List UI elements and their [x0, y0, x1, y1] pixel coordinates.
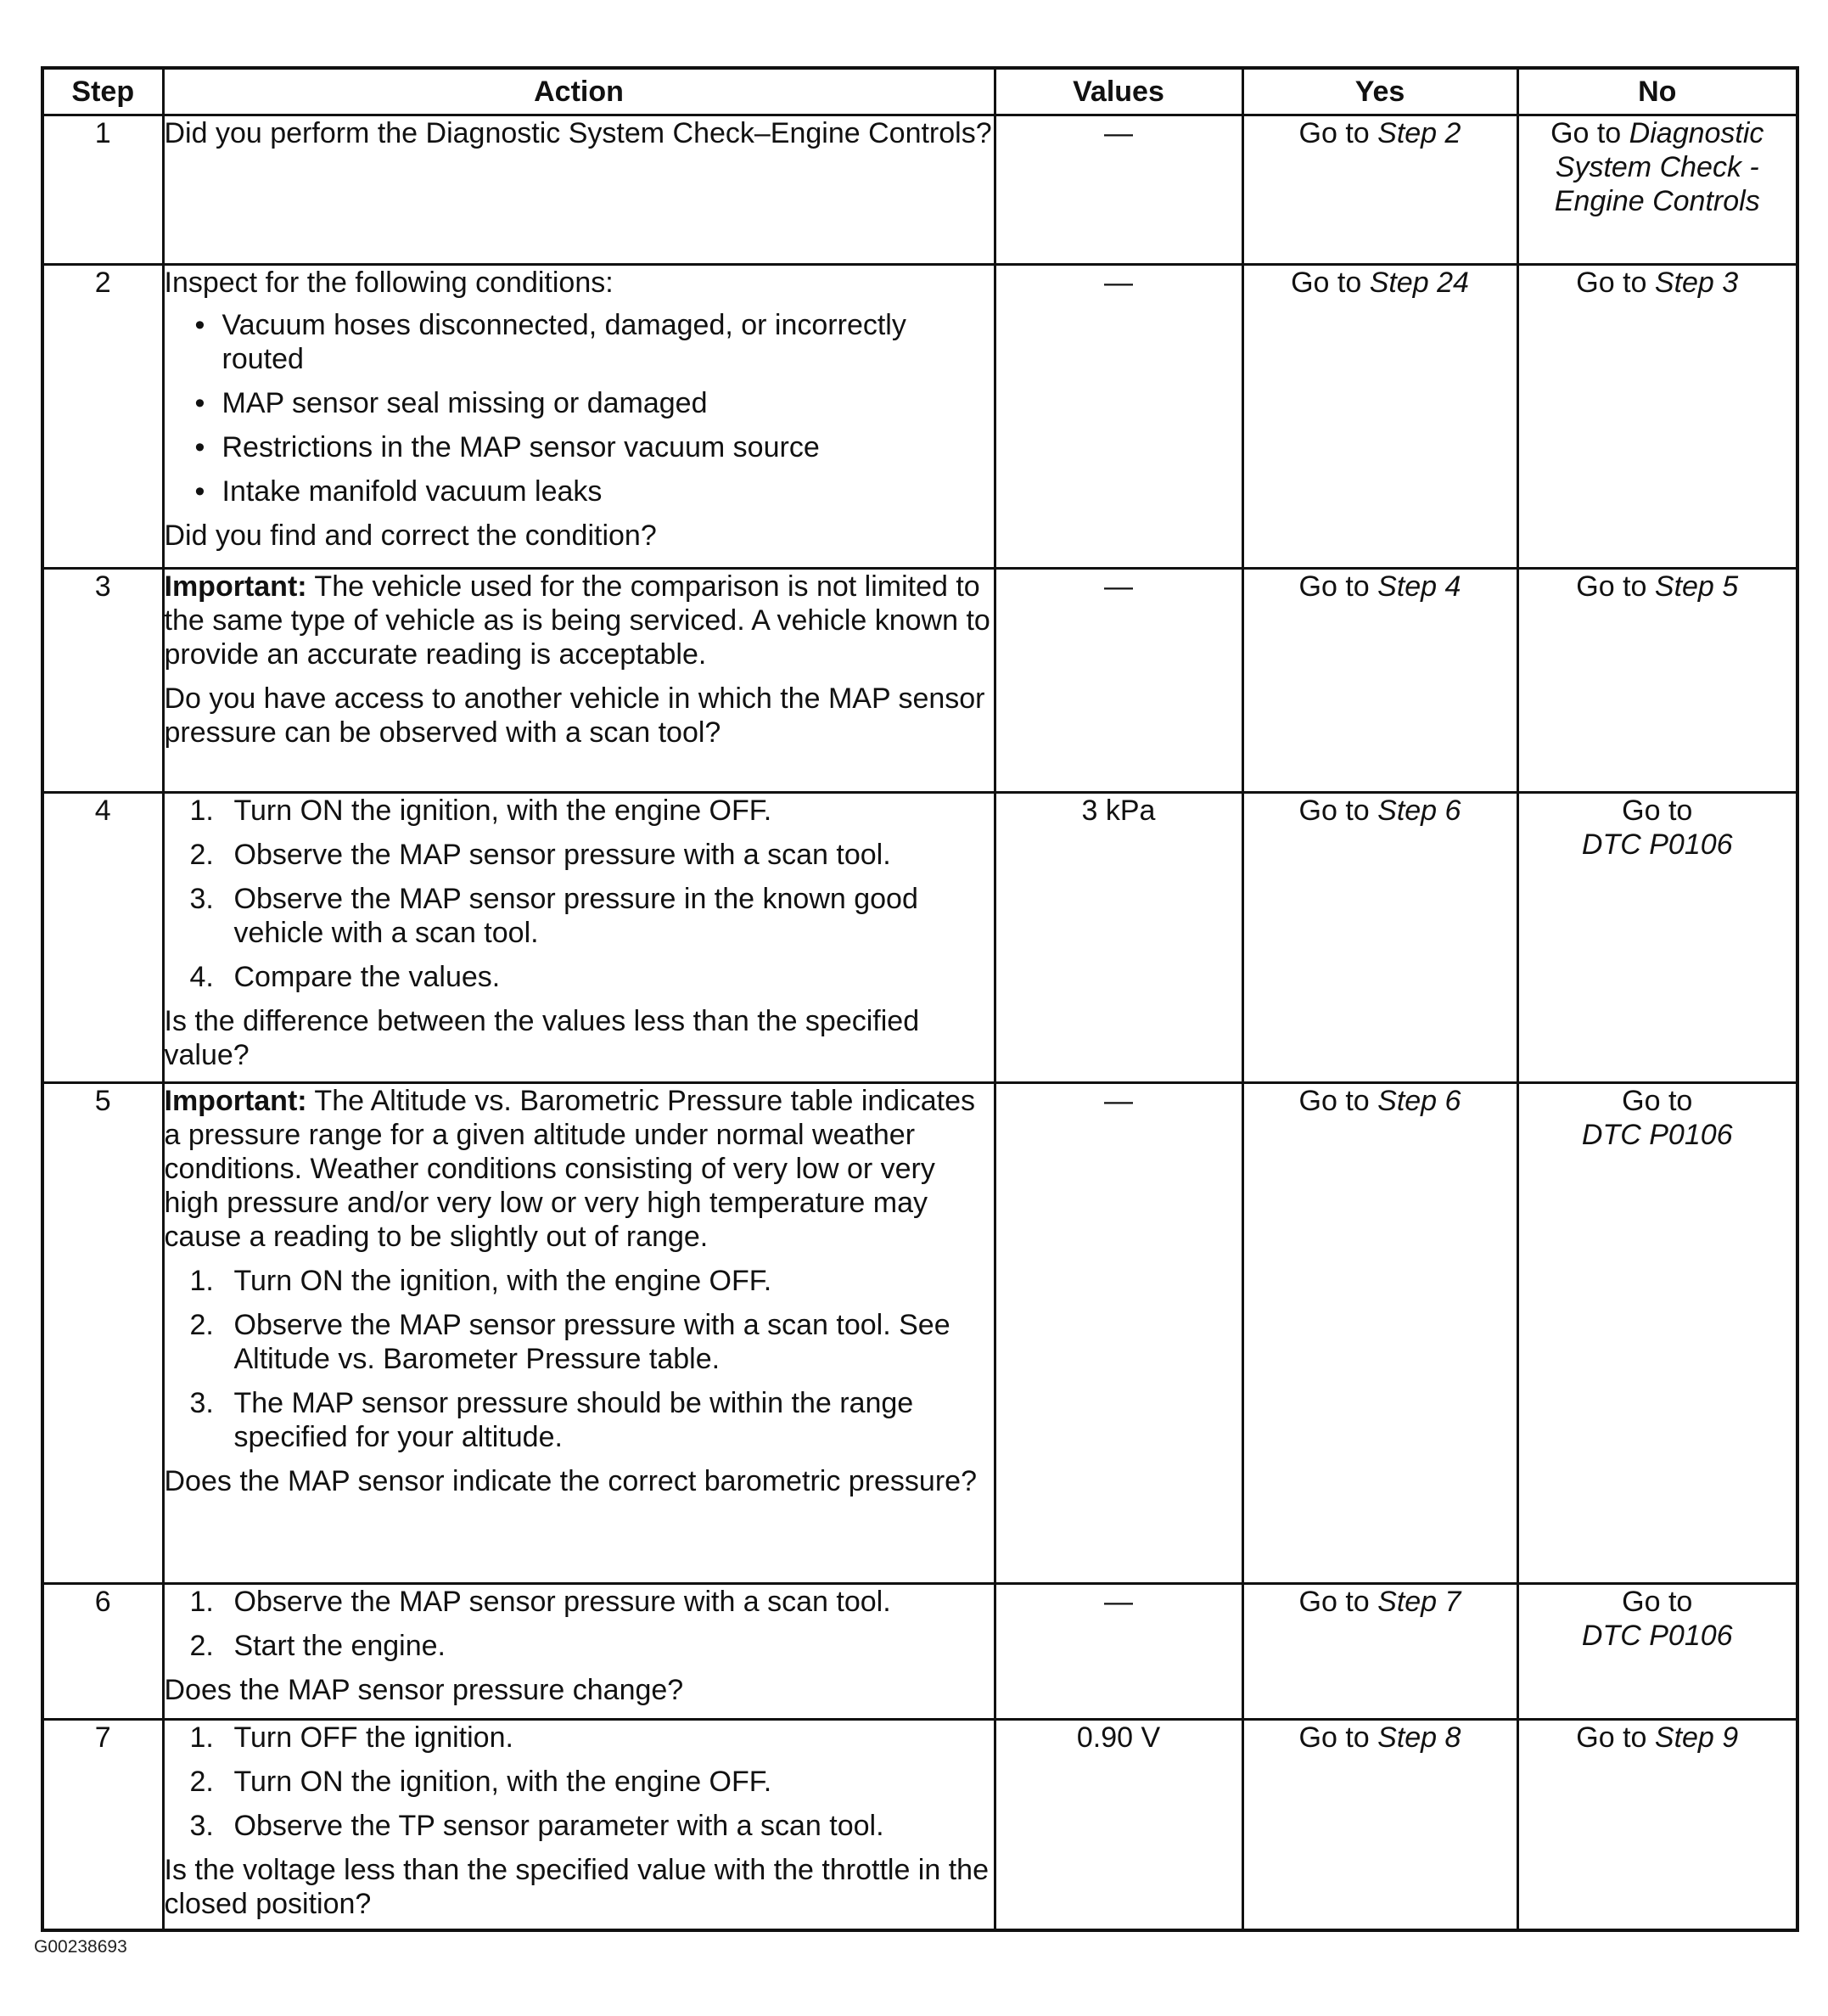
important-label: Important: — [164, 1085, 307, 1117]
no-link[interactable]: Step 5 — [1654, 570, 1739, 603]
yes-link[interactable]: Step 24 — [1369, 267, 1469, 299]
action-cell — [163, 1083, 995, 1584]
list-item-text: The MAP sensor pressure should be within the range specified for your altitude. — [233, 1387, 914, 1453]
table-row — [42, 793, 1797, 1083]
procedure-list — [165, 794, 994, 994]
action-question: Did you find and correct the condition? — [164, 519, 657, 552]
list-item — [165, 794, 994, 828]
no-link[interactable]: Step 9 — [1654, 1721, 1739, 1754]
values-cell: — — [995, 265, 1242, 569]
list-item — [165, 882, 994, 950]
table-row — [42, 1720, 1797, 1930]
list-item-text: Turn OFF the ignition. — [233, 1721, 513, 1754]
header-no: No — [1517, 68, 1797, 115]
yes-cell — [1242, 569, 1517, 793]
yes-cell — [1242, 115, 1517, 265]
procedure-list — [165, 1585, 994, 1663]
list-item-text: Turn ON the ignition, with the engine OFF. — [233, 1265, 772, 1297]
yes-prefix: Go to — [1291, 267, 1370, 299]
yes-link[interactable]: Step 6 — [1377, 1085, 1461, 1117]
no-prefix: Go to — [1550, 117, 1629, 149]
no-link[interactable]: DTC P0106 — [1581, 1119, 1733, 1151]
list-item — [165, 838, 994, 872]
list-item: • Vacuum hoses disconnected, damaged, or incorrectly routed — [165, 308, 994, 376]
list-item — [165, 1809, 994, 1843]
diagnostic-table — [41, 66, 1799, 1932]
no-prefix: Go to — [1622, 1085, 1693, 1117]
list-number: 3. — [189, 1810, 214, 1842]
no-prefix: Go to — [1576, 570, 1655, 603]
step-number: 2 — [42, 265, 163, 569]
no-cell — [1517, 569, 1797, 793]
yes-cell — [1242, 1720, 1517, 1930]
yes-cell — [1242, 265, 1517, 569]
list-item — [165, 1721, 994, 1755]
yes-link[interactable]: Step 4 — [1377, 570, 1461, 603]
list-number: 3. — [189, 1387, 214, 1419]
list-item-text: Observe the TP sensor parameter with a scan tool. — [233, 1810, 884, 1842]
list-number: 1. — [189, 1586, 214, 1618]
step-number: 7 — [42, 1720, 163, 1930]
list-item — [165, 1585, 994, 1619]
no-cell — [1517, 1083, 1797, 1584]
action-cell — [163, 569, 995, 793]
values-cell: — — [995, 1584, 1242, 1720]
yes-cell — [1242, 1083, 1517, 1584]
list-number: 2. — [189, 839, 214, 871]
figure-id: G00238693 — [34, 1937, 127, 1957]
list-number: 1. — [189, 795, 214, 827]
table-row — [42, 569, 1797, 793]
no-link[interactable]: Diagnostic System Check - Engine Controls — [1554, 117, 1764, 217]
action-intro: Inspect for the following conditions: — [164, 267, 614, 299]
important-label: Important: — [164, 570, 307, 603]
list-item-text: Turn ON the ignition, with the engine OFF. — [233, 1766, 772, 1798]
list-number: 1. — [189, 1721, 214, 1754]
step-number: 4 — [42, 793, 163, 1083]
yes-link[interactable]: Step 7 — [1377, 1586, 1461, 1618]
table-row — [42, 265, 1797, 569]
list-item-text: Compare the values. — [233, 961, 501, 993]
yes-prefix: Go to — [1298, 1085, 1378, 1117]
values-cell: — — [995, 569, 1242, 793]
yes-link[interactable]: Step 6 — [1377, 795, 1461, 827]
list-item-text: Start the engine. — [233, 1630, 446, 1662]
action-question: Is the difference between the values less than the specified value? — [164, 1005, 920, 1071]
list-item-text: Observe the MAP sensor pressure with a scan tool. — [233, 1586, 891, 1618]
important-note — [165, 570, 994, 671]
no-prefix: Go to — [1576, 1721, 1655, 1754]
step-number: 5 — [42, 1083, 163, 1584]
list-item — [165, 1765, 994, 1799]
action-cell — [163, 265, 995, 569]
header-step: Step — [42, 68, 163, 115]
values-cell: — — [995, 1083, 1242, 1584]
no-prefix: Go to — [1576, 267, 1655, 299]
list-number: 3. — [189, 883, 214, 915]
list-item-text: Observe the MAP sensor pressure in the known good vehicle with a scan tool. — [233, 883, 918, 949]
action-question: Is the voltage less than the specified value with the throttle in the closed position? — [164, 1854, 989, 1920]
header-action: Action — [163, 68, 995, 115]
no-cell — [1517, 115, 1797, 265]
values-cell: — — [995, 115, 1242, 265]
action-cell — [163, 793, 995, 1083]
list-number: 1. — [189, 1265, 214, 1297]
list-number: 4. — [189, 961, 214, 993]
yes-prefix: Go to — [1298, 795, 1378, 827]
no-cell — [1517, 1720, 1797, 1930]
important-text: The Altitude vs. Barometric Pressure table indicates a pressure range for a given altitude under normal weather conditions. Weather conditions consisting of very low or very high pressure and/or very low or very high temperature may cause a reading to be slightly out of range. — [164, 1085, 976, 1253]
header-yes: Yes — [1242, 68, 1517, 115]
important-text: The vehicle used for the comparison is not limited to the same type of vehicle as is being serviced. A vehicle known to provide an accurate reading is acceptable. — [164, 570, 990, 671]
no-link[interactable]: Step 3 — [1654, 267, 1739, 299]
action-question: Do you have access to another vehicle in which the MAP sensor pressure can be observed with a scan tool? — [164, 682, 985, 749]
table-row — [42, 115, 1797, 265]
procedure-list — [165, 1721, 994, 1843]
no-prefix: Go to — [1622, 795, 1693, 827]
list-item — [165, 960, 994, 994]
step-number: 6 — [42, 1584, 163, 1720]
list-item — [165, 1264, 994, 1298]
table-row — [42, 1083, 1797, 1584]
action-question: Did you perform the Diagnostic System Check–Engine Controls? — [164, 117, 992, 149]
list-number: 2. — [189, 1766, 214, 1798]
no-cell — [1517, 793, 1797, 1083]
yes-prefix: Go to — [1298, 1586, 1378, 1618]
list-item: • Restrictions in the MAP sensor vacuum source — [165, 430, 994, 464]
list-item — [165, 1308, 994, 1376]
yes-cell — [1242, 793, 1517, 1083]
list-item — [165, 1629, 994, 1663]
table-row — [42, 1584, 1797, 1720]
list-item-text: Turn ON the ignition, with the engine OFF. — [233, 795, 772, 827]
no-link[interactable]: DTC P0106 — [1581, 1620, 1733, 1652]
yes-cell — [1242, 1584, 1517, 1720]
list-item-text: Observe the MAP sensor pressure with a scan tool. See Altitude vs. Barometer Pressure table. — [233, 1309, 950, 1375]
values-cell: 0.90 V — [995, 1720, 1242, 1930]
header-values: Values — [995, 68, 1242, 115]
action-cell — [163, 115, 995, 265]
step-number: 3 — [42, 569, 163, 793]
no-prefix: Go to — [1622, 1586, 1693, 1618]
procedure-list — [165, 1264, 994, 1454]
yes-prefix: Go to — [1298, 1721, 1378, 1754]
no-cell — [1517, 265, 1797, 569]
step-number: 1 — [42, 115, 163, 265]
values-cell: 3 kPa — [995, 793, 1242, 1083]
list-item — [165, 1386, 994, 1454]
action-question: Does the MAP sensor indicate the correct barometric pressure? — [164, 1465, 977, 1497]
list-number: 2. — [189, 1309, 214, 1341]
action-cell — [163, 1584, 995, 1720]
yes-prefix: Go to — [1298, 117, 1378, 149]
condition-list — [165, 308, 994, 508]
list-item: • MAP sensor seal missing or damaged — [165, 386, 994, 420]
no-cell — [1517, 1584, 1797, 1720]
action-cell — [163, 1720, 995, 1930]
important-note — [165, 1084, 994, 1254]
list-number: 2. — [189, 1630, 214, 1662]
no-link[interactable]: DTC P0106 — [1581, 828, 1733, 861]
action-question: Does the MAP sensor pressure change? — [164, 1674, 684, 1706]
list-item-text: Observe the MAP sensor pressure with a scan tool. — [233, 839, 891, 871]
yes-link[interactable]: Step 2 — [1377, 117, 1461, 149]
list-item: • Intake manifold vacuum leaks — [165, 475, 994, 508]
yes-link[interactable]: Step 8 — [1377, 1721, 1461, 1754]
header-row — [42, 68, 1797, 115]
yes-prefix: Go to — [1298, 570, 1378, 603]
